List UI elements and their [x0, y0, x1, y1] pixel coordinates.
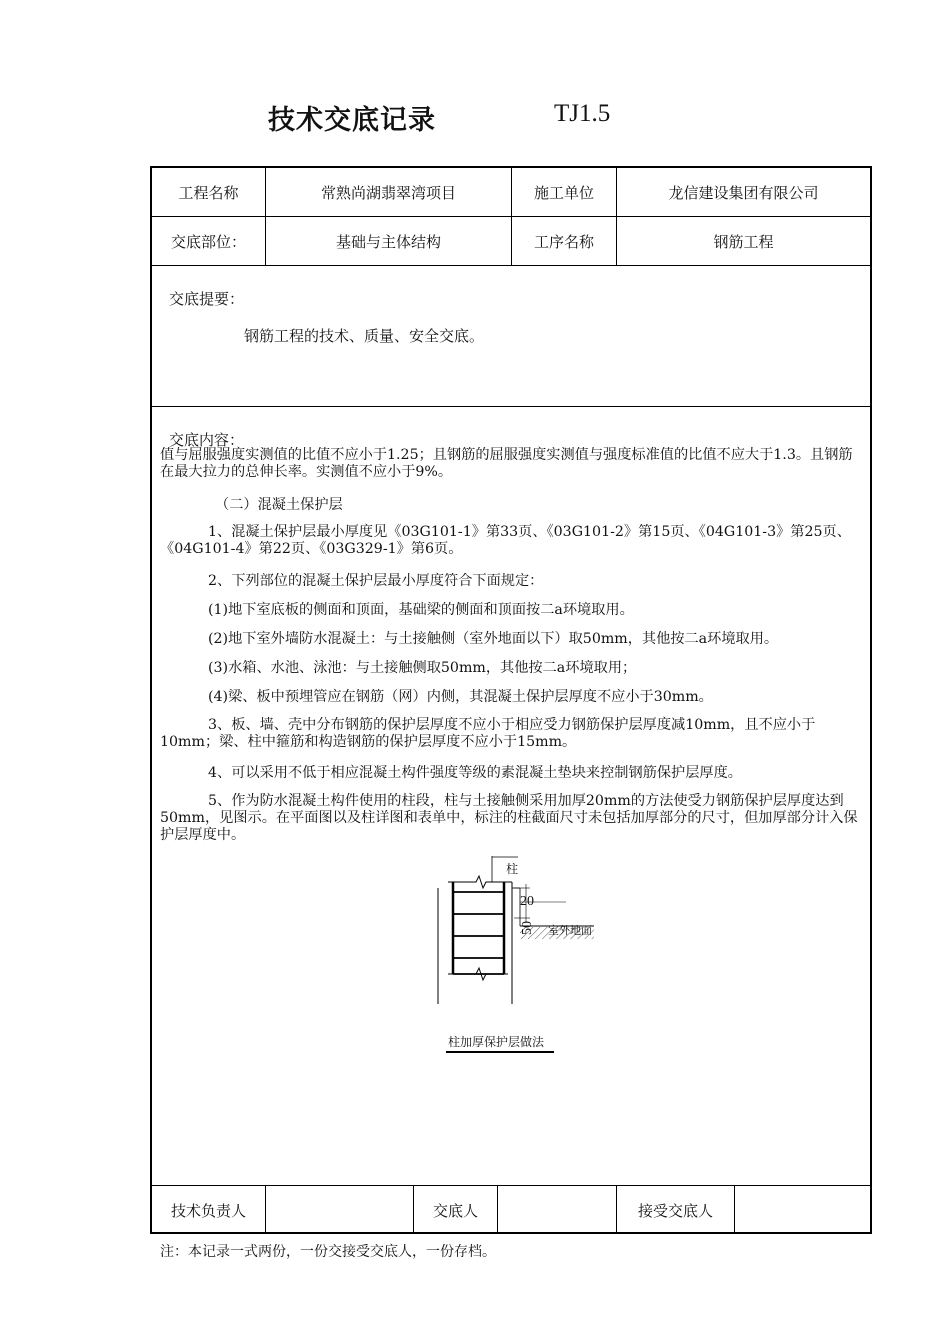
- content-paragraph: 5、作为防水混凝土构件使用的柱段，柱与土接触侧采用加厚20mm的方法使受力钢筋保护层厚度达到50mm，见图示。在平面图以及柱详图和表单中，标注的柱截面尺寸未包括加厚部分的尺寸，但加厚部分计入保护层厚度中。: [160, 793, 858, 843]
- receiver-signature[interactable]: [735, 1186, 870, 1234]
- process-label: 工序名称: [533, 232, 594, 251]
- process-value: 钢筋工程: [713, 232, 774, 251]
- content-label: 交底内容：: [169, 431, 245, 449]
- column-label: 柱: [506, 862, 519, 876]
- content-paragraph: 3、板、墙、壳中分布钢筋的保护层厚度不应小于相应受力钢筋保护层厚度减10mm，且不应小于10mm；梁、柱中箍筋和构造钢筋的保护层厚度不应小于15mm。: [160, 717, 816, 750]
- summary-label: 交底提要：: [169, 290, 245, 308]
- content-paragraph: 1、混凝土保护层最小厚度见《03G101-1》第33页、《03G101-2》第15页、《04G101-3》第25页、《04G101-4》第22页、《03G329-1》第6页。: [160, 524, 851, 557]
- document-title: 技术交底记录: [268, 105, 436, 136]
- content-paragraph: (4)梁、板中预埋管应在钢筋（网）内侧，其混凝土保护层厚度不应小于30mm。: [208, 689, 713, 705]
- content-paragraph: (2)地下室外墙防水混凝土：与土接触侧（室外地面以下）取50mm，其他按二a环境取用。: [208, 631, 779, 647]
- dimension-50: 50: [520, 921, 535, 935]
- tech-lead-label: 技术负责人: [170, 1201, 246, 1220]
- ground-label: 室外地面: [548, 924, 592, 937]
- summary-text: 钢筋工程的技术、质量、安全交底。: [244, 327, 485, 345]
- content-paragraph: (1)地下室底板的侧面和顶面，基础梁的侧面和顶面按二a环境取用。: [208, 602, 634, 618]
- row-divider: [152, 406, 870, 407]
- discloser-signature[interactable]: [498, 1186, 616, 1234]
- project-name-label: 工程名称: [178, 183, 239, 202]
- discloser-label: 交底人: [432, 1201, 478, 1220]
- part-value: 基础与主体结构: [335, 232, 441, 251]
- column-cover-diagram: [434, 856, 604, 1028]
- project-name-value: 常熟尚湖翡翠湾项目: [320, 183, 456, 202]
- section-heading: （二）混凝土保护层: [215, 497, 343, 513]
- document-code: TJ1.5: [554, 100, 611, 127]
- receiver-label: 接受交底人: [637, 1201, 713, 1220]
- content-paragraph: 值与屈服强度实测值的比值不应小于1.25；且钢筋的屈服强度实测值与强度标准值的比值不应大于1.3。且钢筋在最大拉力的总伸长率。实测值不应小于9%。: [160, 447, 853, 480]
- tech-lead-signature[interactable]: [266, 1186, 413, 1234]
- dimension-20: 20: [520, 894, 534, 909]
- footer-note: 注：本记录一式两份，一份交接受交底人，一份存档。: [160, 1244, 496, 1260]
- content-paragraph: (3)水箱、水池、泳池：与土接触侧取50mm，其他按二a环境取用；: [208, 660, 637, 676]
- contractor-value: 龙信建设集团有限公司: [668, 183, 819, 202]
- part-label: 交底部位：: [170, 232, 246, 251]
- record-table: [150, 166, 872, 1234]
- content-paragraph: 2、下列部位的混凝土保护层最小厚度符合下面规定：: [208, 573, 544, 589]
- diagram-caption: 柱加厚保护层做法: [446, 1033, 554, 1053]
- content-paragraph: 4、可以采用不低于相应混凝土构件强度等级的素混凝土垫块来控制钢筋保护层厚度。: [208, 765, 742, 781]
- contractor-label: 施工单位: [533, 183, 594, 202]
